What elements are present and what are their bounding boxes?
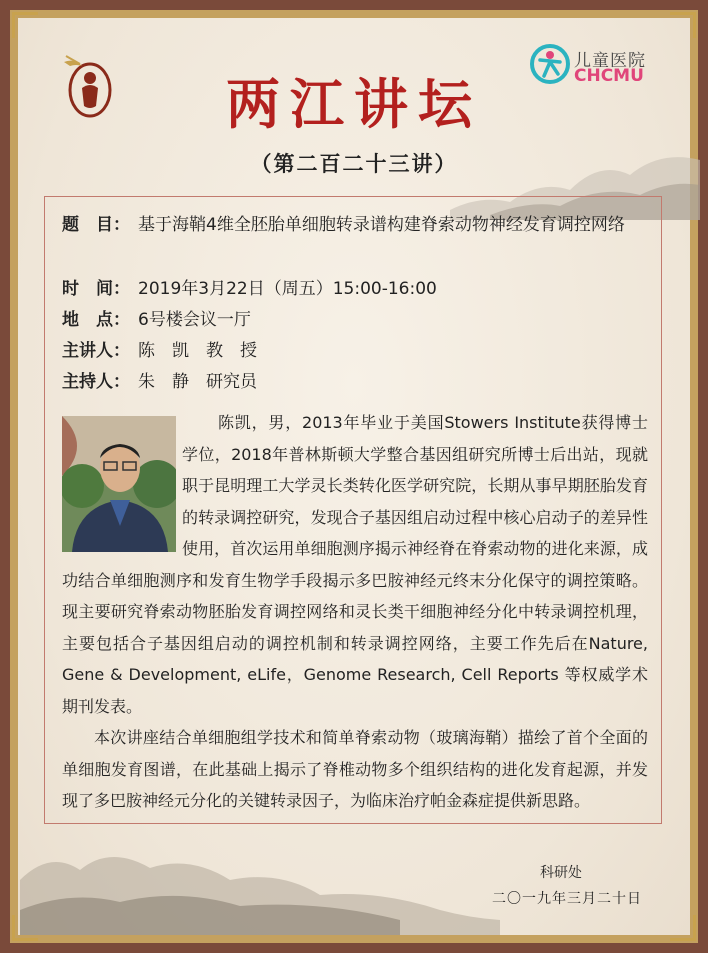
host-row [62, 367, 257, 397]
place-value: 6号楼会议一厅 [138, 310, 251, 330]
topic-label: 题 目： [62, 215, 130, 235]
mountain-painting-bottom [20, 840, 500, 935]
time-row [62, 274, 437, 304]
bio-paragraph-1: 陈凯，男，2013年毕业于美国Stowers Institute获得博士学位，2018年普林斯顿大学整合基因组研究所博士后出站，现就职于昆明理工大学灵长类转化医学研究院，长期从事早期胚胎发育的转录调控研究，发现合子基因组启动过程中核心启动子的差异性使用，首次运用单细胞测序揭示神经脊在脊索动物的进化来源，成功结合单细胞测序和发育生物学手段揭示多巴胺神经元终末分化保守的调控策略。现主要研究脊索动物胚胎发育调控网络和灵长类干细胞神经分化中转录调控机理，主要包括合子基因组启动的调控机制和转录调控网络，主要工作先后在Nature, Gene & Development, eLife，Genome Research, Cell Reports 等权威学术期刊发表。 [62, 413, 648, 716]
issue-date: 二〇一九年三月二十日 [492, 891, 642, 907]
hospital-name-cn: 儿童医院 [574, 51, 646, 71]
hospital-name-en: CHCMU [574, 66, 644, 86]
poster-title: 两江讲坛 [226, 72, 482, 136]
place-row [62, 305, 251, 335]
corner-ornament-top-left [12, 12, 38, 38]
lecture-number: （第二百二十三讲） [250, 151, 458, 176]
bio-paragraph-2: 本次讲座结合单细胞组学技术和简单脊索动物（玻璃海鞘）描绘了首个全面的单细胞发育图谱，在此基础上揭示了脊椎动物多个组织结构的进化发育起源，并发现了多巴胺神经元分化的关键转录因子，为临床治疗帕金森症提供新思路。 [62, 728, 648, 810]
host-label: 主持人： [62, 372, 130, 392]
speaker-label: 主讲人： [62, 341, 130, 361]
speaker-photo [62, 416, 176, 552]
host-value: 朱 静 研究员 [138, 372, 257, 392]
speaker-row [62, 336, 257, 366]
organizer: 科研处 [540, 865, 582, 881]
speaker-value: 陈 凯 教 授 [138, 341, 257, 361]
topic-row [62, 210, 658, 240]
corner-ornament-bottom-right [670, 915, 696, 941]
time-value: 2019年3月22日（周五）15:00-16:00 [138, 279, 437, 299]
place-label: 地 点： [62, 310, 130, 330]
time-label: 时 间： [62, 279, 130, 299]
topic-value: 基于海鞘4维全胚胎单细胞转录谱构建脊索动物神经发育调控网络 [138, 215, 625, 235]
corner-ornament-top-right [670, 12, 696, 38]
